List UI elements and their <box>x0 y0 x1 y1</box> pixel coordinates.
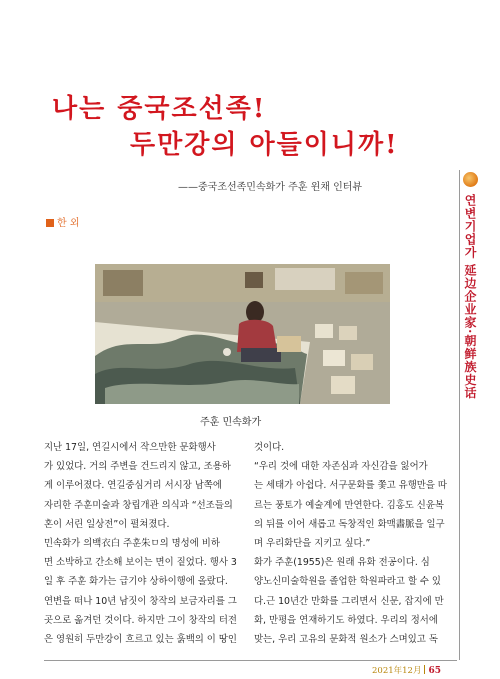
body-right-column <box>254 438 457 649</box>
page-number: 65 <box>428 666 441 676</box>
paragraph-line: 다.근 10년간 만화를 그리면서 신문, 잡지에 만 <box>254 595 444 607</box>
paragraph-line: 면 소박하고 간소해 보이는 면이 짙었다. 행사 3 <box>44 557 237 569</box>
author-byline <box>46 214 80 229</box>
paragraph-line: 화가 주훈(1955)은 원래 유화 전공이다. 심 <box>254 557 430 569</box>
issue-date: 2021年12月 <box>372 666 422 676</box>
paragraph-line: 일 후 주훈 화가는 급기야 상하이행에 올랐다. <box>44 576 228 588</box>
paragraph-line: 양노신미술학원을 졸업한 학원파라고 할 수 있 <box>254 576 441 588</box>
paragraph-line: 맞는, 우리 고유의 문화적 원소가 스며있고 독 <box>254 634 438 646</box>
body-left-column <box>44 438 244 649</box>
paragraph-line: 연변을 떠나 10년 남짓이 창작의 보금자리를 그 <box>44 595 237 607</box>
sidebar-divider <box>459 170 460 660</box>
footer-separator <box>424 665 425 674</box>
headline-line-1: 나는 중국조선족! <box>52 94 267 124</box>
paragraph-line: 것이다. <box>254 442 285 453</box>
magazine-logo-icon <box>463 172 478 187</box>
paragraph-line: 르는 풍토가 예술계에 만연한다. 김홍도 신윤복 <box>254 499 444 511</box>
photo-illustration <box>95 264 390 404</box>
author-name: 한 외 <box>57 218 80 229</box>
headline-line-2: 두만강의 아들이니까! <box>130 130 399 160</box>
photo-caption: 주훈 민속화가 <box>200 417 262 428</box>
author-marker-icon <box>46 219 54 227</box>
paragraph-line: 가 있었다. 거의 주변을 건드리지 않고, 조용하 <box>44 461 231 473</box>
paragraph-line: 은 영원히 두만강이 흐르고 있는 훍백의 이 땅인 <box>44 634 237 646</box>
paragraph-line: 지난 17일, 연길시에서 작으만한 문화행사 <box>44 442 216 453</box>
paragraph-line: 며 우리화단을 지키고 싶다.” <box>254 538 371 550</box>
sidebar-section-title: 연변기업가 延边企业家·朝鲜族史话 <box>463 194 477 400</box>
paragraph-line: 화, 만평을 연재하기도 하였다. 우리의 정서에 <box>254 614 438 626</box>
paragraph-line: 민속화가 의백衣白 주훈朱ㅁ의 명성에 비하 <box>44 538 220 550</box>
paragraph-line: 는 세태가 아쉽다. 서구문화를 쫓고 유행만을 따 <box>254 480 447 492</box>
paragraph-line: 곳으로 옮겨던 것이다. 하지만 그이 창작의 터전 <box>44 614 237 626</box>
paragraph-line: 의 뒤를 이어 새롭고 독창적인 화맥畵脈을 일구 <box>254 518 445 530</box>
paragraph-line: 자리한 주훈미술과 창립개관 의식과 “선조들의 <box>44 499 233 511</box>
paragraph-line: 게 이루어졌다. 연길중심거리 서시장 남쪽에 <box>44 480 222 492</box>
subtitle: ——중국조선족민속화가 주훈 윈채 인터뷰 <box>178 182 363 193</box>
page-footer <box>372 664 441 676</box>
article-photo <box>95 264 390 404</box>
paragraph-line: 혼이 서린 일상전”이 펼쳐졌다. <box>44 518 170 530</box>
footer-divider <box>44 660 457 661</box>
paragraph-line: “우리 것에 대한 자존심과 자신감을 잃어가 <box>254 461 428 473</box>
